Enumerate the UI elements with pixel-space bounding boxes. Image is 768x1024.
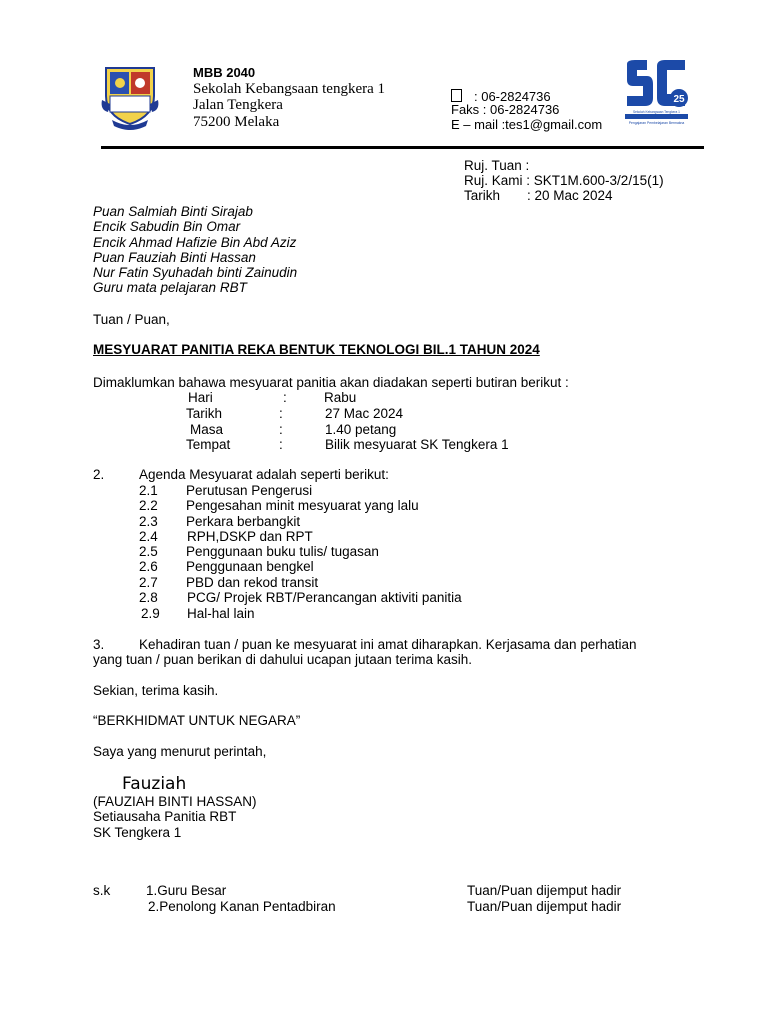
letterhead-code: MBB 2040 [193,65,256,80]
signatory-full-name: (FAUZIAH BINTI HASSAN) [93,794,257,809]
detail-colon: : [279,406,283,421]
recipient-line: Nur Fatin Syuhadah binti Zainudin [93,265,298,280]
agenda-item-num: 2.8 [139,590,158,605]
detail-value: Rabu [324,390,357,405]
ref-ruj-kami: Ruj. Kami : SKT1M.600-3/2/15(1) [464,173,664,188]
agenda-item-num: 2.9 [141,606,160,621]
school-crest-image [100,60,160,132]
detail-label: Hari [188,390,213,405]
agenda-item-text: Perutusan Pengerusi [186,483,313,498]
para3-number: 3. [93,637,105,652]
closing-text: Sekian, terima kasih. [93,683,219,698]
agenda-item-text: RPH,DSKP dan RPT [187,529,313,544]
letterhead-school: Sekolah Kebangsaan tengkera 1 [193,81,386,97]
salutation: Tuan / Puan, [93,312,170,327]
signature-handwritten: Fauziah [122,774,187,794]
detail-value: 27 Mac 2024 [325,406,404,421]
anniversary-badge [623,58,690,128]
badge-number: 25 [673,94,685,105]
detail-colon: : [279,422,283,437]
letterhead-divider [101,146,704,149]
motto-text: “BERKHIDMAT UNTUK NEGARA” [93,713,301,728]
ref-tarikh-value: : 20 Mac 2024 [527,188,613,203]
recipient-line: Encik Ahmad Hafizie Bin Abd Aziz [93,235,297,250]
letterhead-fax: Faks : 06-2824736 [451,102,560,117]
cc-item-note: Tuan/Puan dijemput hadir [467,883,622,898]
agenda-item-text: PCG/ Projek RBT/Perancangan aktiviti panitia [187,590,462,605]
detail-label: Tarikh [186,406,223,421]
recipient-line: Puan Fauziah Binti Hassan [93,250,256,265]
agenda-item-text: PBD dan rekod transit [186,575,319,590]
agenda-item-num: 2.3 [139,514,158,529]
sign-off-text: Saya yang menurut perintah, [93,744,267,759]
agenda-item-num: 2.2 [139,498,158,513]
recipient-line: Puan Salmiah Binti Sirajab [93,204,253,219]
intro-text: Dimaklumkan bahawa mesyuarat panitia akan diadakan seperti butiran berikut : [93,375,569,390]
detail-colon: : [283,390,287,405]
agenda-item-num: 2.4 [139,529,158,544]
agenda-item-text: Pengesahan minit mesyuarat yang lalu [186,498,419,513]
letterhead-postcode: 75200 Melaka [193,114,280,130]
school-crest [100,60,160,132]
ref-ruj-tuan: Ruj. Tuan : [464,158,530,173]
recipient-line: Guru mata pelajaran RBT [93,280,247,295]
badge-caption-1: Sekolah Kebangsaan Tengkera 1 [633,110,680,114]
cc-item-note: Tuan/Puan dijemput hadir [467,899,622,914]
agenda-number: 2. [93,467,105,482]
ref-tarikh-label: Tarikh [464,188,501,203]
agenda-item-text: Penggunaan buku tulis/ tugasan [186,544,379,559]
letter-subject: MESYUARAT PANITIA REKA BENTUK TEKNOLOGI BIL.1 TAHUN 2024 [93,342,540,357]
signatory-position: Setiausaha Panitia RBT [93,809,237,824]
cc-item: 2.Penolong Kanan Pentadbiran [148,899,336,914]
phone-icon [451,89,462,102]
agenda-heading: Agenda Mesyuarat adalah seperti berikut: [139,467,389,482]
anniversary-badge-image [623,58,690,128]
cc-item: 1.Guru Besar [146,883,227,898]
cc-label: s.k [93,883,111,898]
agenda-item-num: 2.1 [139,483,158,498]
agenda-item-num: 2.5 [139,544,158,559]
letterhead-street: Jalan Tengkera [193,97,283,113]
agenda-item-text: Hal-hal lain [187,606,255,621]
signatory-school: SK Tengkera 1 [93,825,182,840]
detail-value: Bilik mesyuarat SK Tengkera 1 [325,437,509,452]
para3-line2: yang tuan / puan berikan di dahului ucapan jutaan terima kasih. [93,652,473,667]
detail-value: 1.40 petang [325,422,397,437]
agenda-item-text: Perkara berbangkit [186,514,301,529]
detail-label: Tempat [186,437,231,452]
recipient-line: Encik Sabudin Bin Omar [93,219,241,234]
ref-tarikh [464,188,613,204]
detail-label: Masa [190,422,224,437]
agenda-item-text: Penggunaan bengkel [186,559,314,574]
badge-caption-2: Pengajaran Pembelajaran Bermakna [628,121,685,125]
detail-colon: : [279,437,283,452]
agenda-item-num: 2.6 [139,559,158,574]
letterhead-phone-number: : 06-2824736 [474,89,551,104]
agenda-item-num: 2.7 [139,575,158,590]
letterhead-email: E – mail :tes1@gmail.com [451,117,603,132]
para3-line1: Kehadiran tuan / puan ke mesyuarat ini amat diharapkan. Kerjasama dan perhatian [139,637,637,652]
